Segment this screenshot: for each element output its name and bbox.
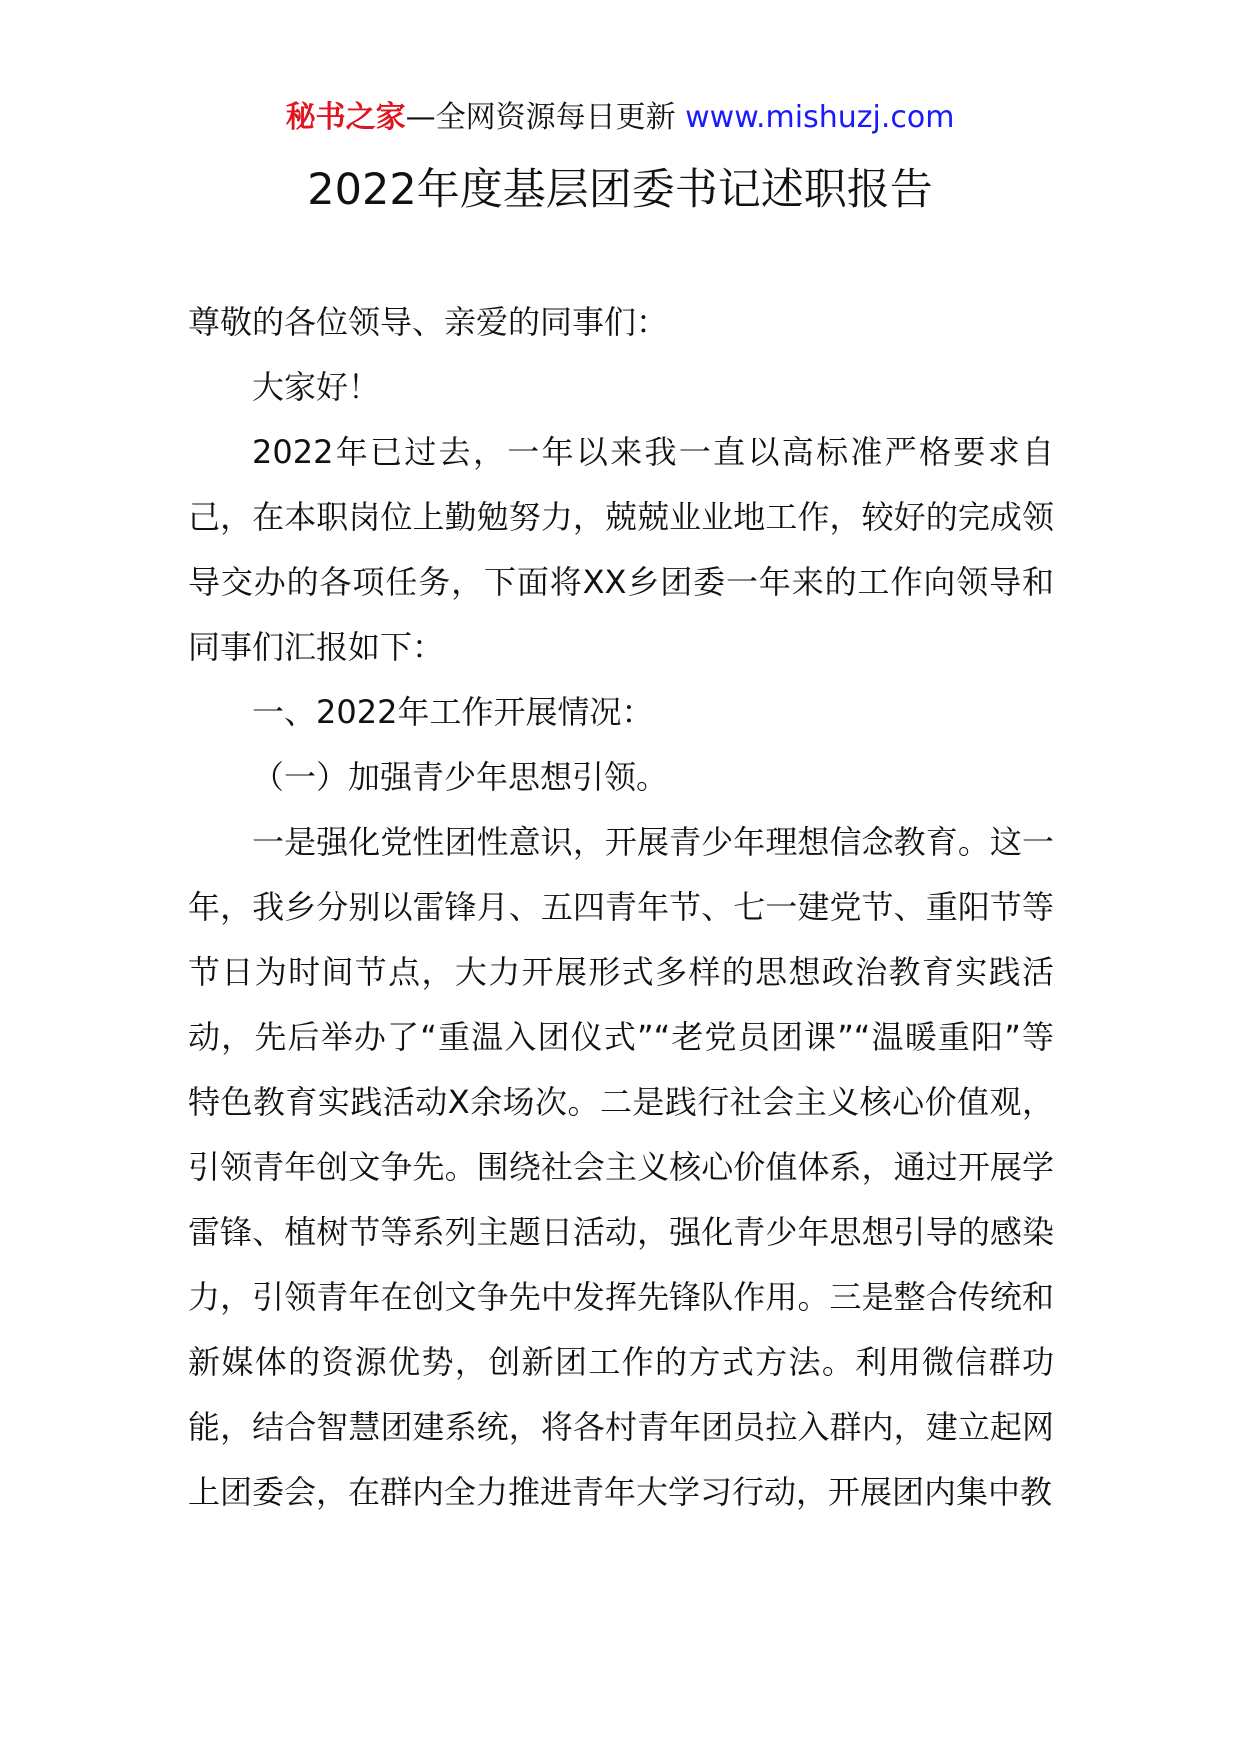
- brand-name: 秘书之家: [285, 100, 406, 135]
- salutation: 尊敬的各位领导、亲爱的同事们：: [188, 303, 669, 341]
- subsection-heading: （一）加强青少年思想引领。: [252, 758, 669, 796]
- section-heading: 一、2022年工作开展情况：: [252, 693, 654, 731]
- subsection-paragraph: 一是强化党性团性意识，开展青少年理想信念教育。这一年，我乡分别以雷锋月、五四青年节、七一建党节、重阳节等节日为时间节点，大力开展形式多样的思想政治教育实践活动，先后举办了“重温入团仪式”“老党员团课”“温暖重阳”等特色教育实践活动X余场次。二是践行社会主义核心价值观，引领青年创文争先。围绕社会主义核心价值体系，通过开展学雷锋、植树节等系列主题日活动，强化青少年思想引导的感染力，引领青年在创文争先中发挥先锋队作用。三是整合传统和新媒体的资源优势，创新团工作的方式方法。利用微信群功能，结合智慧团建系统，将各村青年团员拉入群内，建立起网上团委会，在群内全力推进青年大学习行动，开展团内集中教: [188, 823, 1054, 1511]
- document-body: [188, 290, 1054, 1525]
- intro-paragraph: 2022年已过去，一年以来我一直以高标准严格要求自己，在本职岗位上勤勉努力，兢兢业业地工作，较好的完成领导交办的各项任务，下面将XX乡团委一年来的工作向领导和同事们汇报如下：: [188, 433, 1054, 666]
- slogan: —全网资源每日更新: [405, 100, 686, 135]
- watermark-header: [0, 98, 1240, 138]
- greeting: 大家好！: [252, 368, 381, 406]
- document-title: 2022年度基层团委书记述职报告: [307, 165, 933, 215]
- site-url-link[interactable]: www.mishuzj.com: [685, 100, 955, 135]
